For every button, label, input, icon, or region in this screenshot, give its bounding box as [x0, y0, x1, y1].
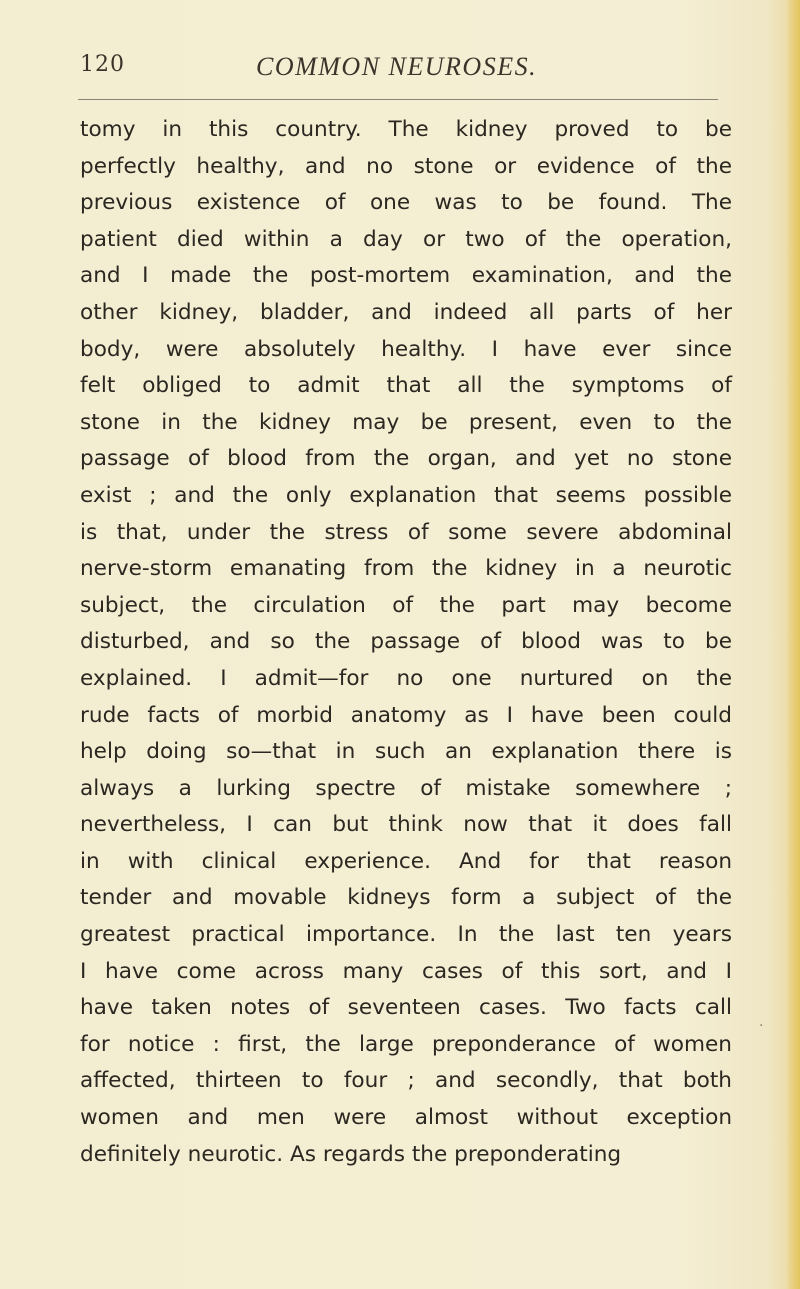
text-line: subject, the circulation of the part may become: [80, 592, 732, 618]
text-line: nerve-storm emanating from the kidney in a neurotic: [80, 556, 732, 582]
text-line: greatest practical importance. In the last ten years: [80, 922, 732, 948]
text-line: and I made the post-mortem examination, and the: [80, 263, 732, 289]
text-line: have taken notes of seventeen cases. Two facts call: [80, 995, 732, 1021]
text-line: is that, under the stress of some severe abdominal: [80, 519, 732, 545]
header-rule: [78, 99, 718, 100]
text-line: definitely neurotic. As regards the preponderating: [80, 1141, 622, 1167]
text-line: rude facts of morbid anatomy as I have been could: [80, 702, 732, 728]
margin-dot: ·: [759, 1018, 764, 1034]
text-line: affected, thirteen to four ; and secondly, that both: [80, 1068, 732, 1094]
text-line: exist ; and the only explanation that seems possible: [80, 482, 732, 508]
text-line: nevertheless, I can but think now that it does fall: [80, 812, 732, 838]
page-edge: [786, 0, 800, 1289]
text-line: patient died within a day or two of the operation,: [80, 226, 732, 252]
text-line: tomy in this country. The kidney proved to be: [80, 117, 732, 142]
text-line: help doing so—that in such an explanation there is: [80, 739, 732, 765]
text-line: tender and movable kidneys form a subject of the: [80, 885, 732, 911]
running-head: COMMON NEUROSES.: [256, 52, 538, 81]
text-line: other kidney, bladder, and indeed all parts of her: [80, 299, 732, 325]
text-line: in with clinical experience. And for that reason: [80, 848, 732, 874]
text-line: disturbed, and so the passage of blood was to be: [80, 629, 732, 655]
text-line: perfectly healthy, and no stone or evidence of the: [80, 153, 732, 179]
text-line: stone in the kidney may be present, even to the: [80, 409, 732, 435]
page-header: [80, 52, 720, 88]
text-line: always a lurking spectre of mistake somewhere ;: [80, 775, 732, 801]
body-text: [80, 112, 732, 1173]
text-line: passage of blood from the organ, and yet no stone: [80, 446, 732, 472]
text-line: for notice : first, the large preponderance of women: [80, 1031, 732, 1057]
text-line: explained. I admit—for no one nurtured on the: [80, 665, 732, 691]
text-line: I have come across many cases of this sort, and I: [80, 958, 732, 984]
text-line: women and men were almost without exception: [80, 1105, 732, 1131]
page-number: 120: [80, 52, 125, 77]
text-line: previous existence of one was to be found. The: [80, 190, 732, 216]
text-line: body, were absolutely healthy. I have ever since: [80, 336, 732, 362]
text-line: felt obliged to admit that all the symptoms of: [80, 373, 732, 399]
